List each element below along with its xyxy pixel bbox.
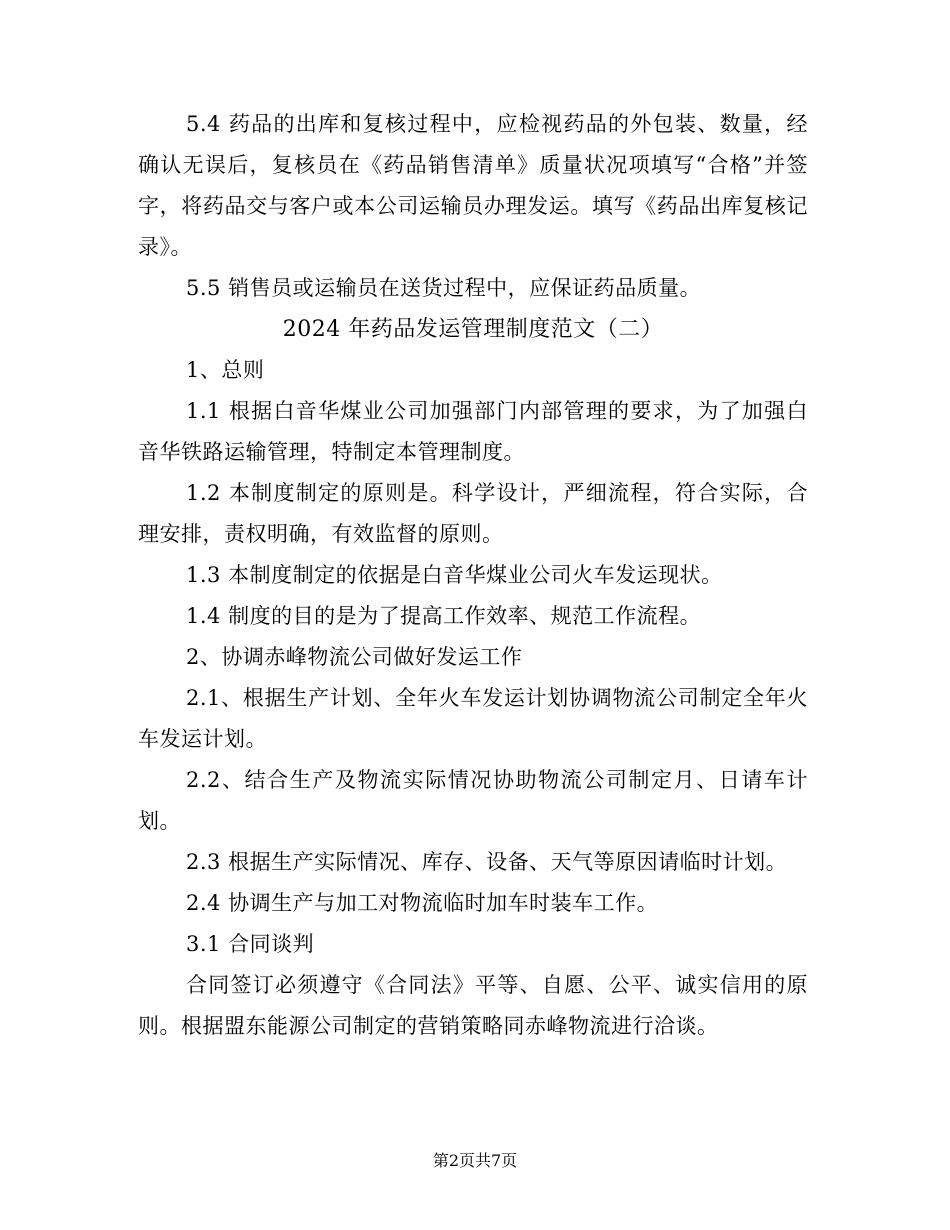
- paragraph-contract: 合同签订必须遵守《合同法》平等、自愿、公平、诚实信用的原则。根据盟东能源公司制定的营销策略同赤峰物流进行洽谈。: [138, 973, 808, 1038]
- paragraph-2-4: 2.4 协调生产与加工对物流临时加车时装车工作。: [186, 891, 659, 915]
- paragraph-1-2: 1.2 本制度制定的原则是。科学设计，严细流程，符合实际，合理安排，责权明确，有效监督的原则。: [138, 481, 808, 546]
- page-footer: 第2页共7页: [432, 1151, 518, 1170]
- heading-general: 1、总则: [186, 358, 265, 382]
- paragraph-2-3: 2.3 根据生产实际情况、库存、设备、天气等原因请临时计划。: [186, 850, 788, 874]
- paragraph-5-5: 5.5 销售员或运输员在送货过程中，应保证药品质量。: [186, 276, 702, 300]
- document-body: [138, 104, 808, 1047]
- paragraph-2-1: 2.1、根据生产计划、全年火车发运计划协调物流公司制定全年火车发运计划。: [138, 686, 808, 751]
- heading-contract-negotiation: 3.1 合同谈判: [186, 932, 315, 956]
- paragraph-1-1: 1.1 根据白音华煤业公司加强部门内部管理的要求，为了加强白音华铁路运输管理，特制定本管理制度。: [138, 399, 808, 464]
- paragraph-2-2: 2.2、结合生产及物流实际情况协助物流公司制定月、日请车计划。: [138, 768, 808, 833]
- section-title: 2024 年药品发运管理制度范文（二）: [282, 317, 664, 342]
- heading-coordination: 2、协调赤峰物流公司做好发运工作: [186, 645, 523, 669]
- paragraph-1-4: 1.4 制度的目的是为了提高工作效率、规范工作流程。: [186, 604, 702, 628]
- paragraph-5-4: 5.4 药品的出库和复核过程中，应检视药品的外包装、数量，经确认无误后，复核员在《药品销售清单》质量状况项填写“合格”并签字，将药品交与客户或本公司运输员办理发运。填写《药品出库复核记录》。: [138, 112, 808, 259]
- paragraph-1-3: 1.3 本制度制定的依据是白音华煤业公司火车发运现状。: [186, 563, 723, 587]
